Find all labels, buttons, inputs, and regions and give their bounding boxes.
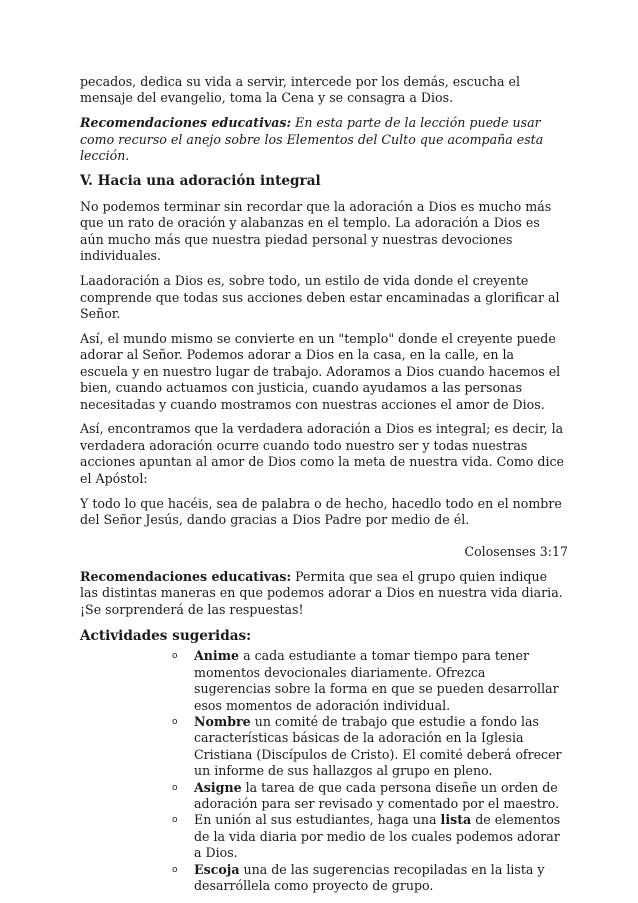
- circle-bullet-icon: o: [172, 815, 178, 826]
- activities-heading: Actividades sugeridas:: [80, 627, 252, 644]
- activity-keyword: Asigne: [194, 779, 242, 795]
- activity-keyword: lista: [440, 812, 472, 828]
- list-item: [172, 779, 564, 813]
- paragraph-world-temple: Así, el mundo mismo se convierte en un "templo" donde el creyente puede adorar al Señor. Podemos adorar a Dios en la casa, en la calle, en la escuela y en nuestro lugar de trabajo. Adoramos a Dios cuando hacemos el bien, cuando actuamos con justicia, cuando ayudamos a las personas necesitadas y cuando mostramos con nuestras acciones el amor de Dios.: [80, 330, 561, 412]
- paragraph-integral: Así, encontramos que la verdadera adoración a Dios es integral; es decir, la verdadera adoración ocurre cuando todo nuestro ser y todas nuestras acciones apuntan al amor de Dios como la meta de nuestra vida. Como dice el Apóstol:: [80, 421, 564, 486]
- section-heading: V. Hacia una adoración integral: [80, 173, 321, 190]
- recommendation-label: Recomendaciones educativas:: [80, 115, 292, 131]
- activity-text: En unión al sus estudiantes, haga una: [194, 812, 441, 828]
- circle-bullet-icon: o: [172, 717, 178, 727]
- list-item: [172, 861, 564, 895]
- document-page: [80, 74, 568, 894]
- scripture-reference: Colosenses 3:17: [464, 544, 568, 560]
- educational-recommendation-1: [80, 115, 564, 164]
- circle-bullet-icon: o: [172, 864, 178, 875]
- activity-text: un comité de trabajo que estudie a fondo las características básicas de la adoración en la Iglesia Cristiana (Discípulos de Cristo). El comité deberá ofrecer un informe de sus hallazgos al grupo en pleno.: [194, 714, 562, 779]
- list-item: [172, 648, 564, 714]
- activity-keyword: Escoja: [194, 861, 240, 877]
- paragraph-worship-more: No podemos terminar sin recordar que la adoración a Dios es mucho más que un rato de oración y alabanzas en el templo. La adoración a Dios es aún mucho más que nuestra piedad personal y nuestras devociones individuales.: [80, 199, 552, 264]
- list-item: [172, 714, 564, 780]
- activities-list: [80, 648, 564, 894]
- recommendation-text: En esta parte de la lección puede usar como recurso el anejo sobre los Elementos del Culto que acompaña esta lección.: [80, 115, 544, 164]
- paragraph-intro: pecados, dedica su vida a servir, intercede por los demás, escucha el mensaje del evangelio, toma la Cena y se consagra a Dios.: [80, 74, 520, 106]
- activity-text: a cada estudiante a tomar tiempo para tener momentos devocionales diariamente. Ofrezca sugerencias sobre la forma en que se pueden desarrollar esos momentos de adoración individual.: [194, 648, 559, 713]
- activity-keyword: Nombre: [194, 714, 251, 729]
- circle-bullet-icon: o: [172, 782, 178, 793]
- circle-bullet-icon: o: [172, 651, 178, 662]
- recommendation-label: Recomendaciones educativas:: [80, 568, 292, 584]
- list-item: [172, 812, 564, 861]
- activity-keyword: Anime: [194, 648, 240, 664]
- activity-text: de elementos de la vida diaria por medio de los cuales podemos adorar a Dios.: [194, 812, 561, 861]
- activity-text: la tarea de que cada persona diseñe un orden de adoración para ser revisado y comentado por el maestro.: [194, 779, 560, 812]
- activity-text: una de las sugerencias recopiladas en la lista y desarróllela como proyecto de grupo.: [194, 861, 545, 894]
- scripture-quote: Y todo lo que hacéis, sea de palabra o de hecho, hacedlo todo en el nombre del Señor Jesús, dando gracias a Dios Padre por medio de él.: [80, 495, 562, 527]
- paragraph-lifestyle: Laadoración a Dios es, sobre todo, un estilo de vida donde el creyente comprende que todas sus acciones deben estar encaminadas a glorificar al Señor.: [80, 273, 560, 321]
- educational-recommendation-2: [80, 569, 564, 618]
- recommendation-text: Permita que sea el grupo quien indique las distintas maneras en que podemos adorar a Dios en nuestra vida diaria. ¡Se sorprenderá de las respuestas!: [80, 568, 563, 617]
